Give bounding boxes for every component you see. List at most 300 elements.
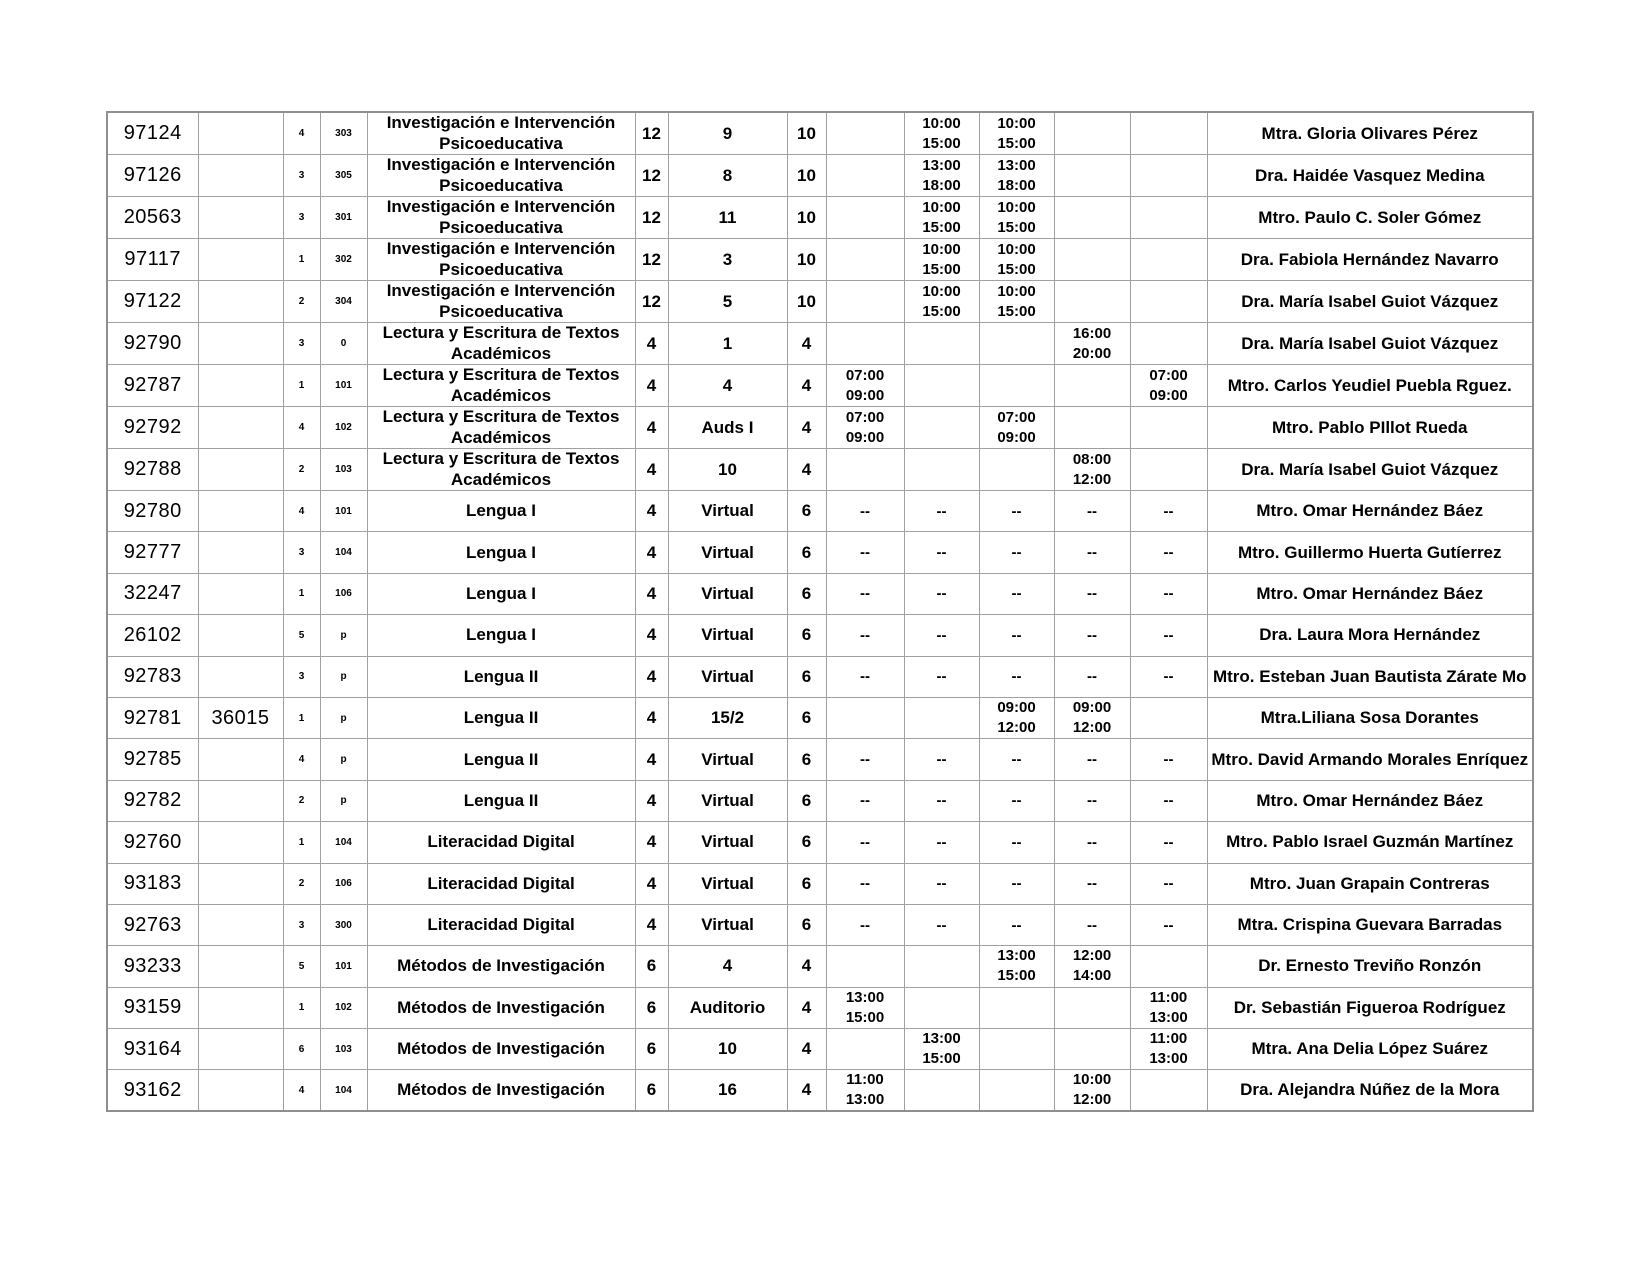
cell-time-day2: -- [904,573,979,614]
cell-course-code: 93233 [107,946,198,987]
cell-section: 3 [283,197,320,239]
cell-course-code: 93162 [107,1070,198,1112]
cell-instructor: Mtra.Liliana Sosa Dorantes [1207,697,1533,738]
cell-credits: 4 [635,697,668,738]
cell-course-code: 97126 [107,155,198,197]
cell-credits: 6 [635,1029,668,1070]
cell-capacity: 10 [787,155,826,197]
cell-group: 102 [320,407,367,449]
cell-time-day4 [1054,449,1130,491]
cell-credits: 12 [635,155,668,197]
cell-course-name [367,780,635,821]
cell-credits: 4 [635,323,668,365]
time-value: 12:00 [997,719,1036,737]
cell-section: 1 [283,697,320,738]
cell-group: p [320,615,367,656]
cell-time-day3: -- [979,615,1054,656]
cell-time-day2: -- [904,863,979,904]
cell-group: 101 [320,946,367,987]
table-row [107,491,1533,532]
course-name-line: Literacidad Digital [427,832,575,852]
cell-course-name [367,112,635,155]
cell-course-code: 97117 [107,239,198,281]
cell-time-day3 [979,365,1054,407]
cell-instructor: Mtro. Guillermo Huerta Gutíerrez [1207,532,1533,573]
table-row [107,739,1533,780]
course-name-line: Lectura y Escritura de Textos [382,407,620,426]
cell-course-name [367,904,635,945]
cell-course-name [367,239,635,281]
cell-time-day4 [1054,365,1130,407]
cell-time-day3: -- [979,532,1054,573]
cell-group: 104 [320,822,367,863]
cell-time-day4: -- [1054,615,1130,656]
time-value: 15:00 [922,1050,961,1068]
cell-room: 1 [668,323,787,365]
cell-course-name [367,697,635,738]
cell-instructor: Mtro. Omar Hernández Báez [1207,573,1533,614]
cell-section: 5 [283,946,320,987]
cell-course-code: 92785 [107,739,198,780]
cell-time-day3 [979,1029,1054,1070]
time-value: 15:00 [997,302,1036,320]
cell-time-day3 [979,449,1054,491]
cell-course-name [367,987,635,1028]
time-value: 10:00 [922,198,961,216]
cell-time-day2: -- [904,491,979,532]
cell-instructor: Dr. Sebastián Figueroa Rodríguez [1207,987,1533,1028]
cell-room: Virtual [668,822,787,863]
course-name-line: Psicoeducativa [439,176,563,195]
cell-room: Virtual [668,780,787,821]
cell-time-day5 [1130,323,1207,365]
cell-capacity: 10 [787,197,826,239]
cell-time-day1 [826,323,904,365]
cell-course-code: 92782 [107,780,198,821]
cell-credits: 12 [635,112,668,155]
cell-room: Virtual [668,739,787,780]
cell-time-day5 [1130,155,1207,197]
cell-time-day5 [1130,697,1207,738]
time-value: 09:00 [997,428,1036,446]
cell-time-day1: -- [826,615,904,656]
table-row [107,239,1533,281]
cell-course-name [367,863,635,904]
cell-time-day2: -- [904,532,979,573]
cell-time-day3: -- [979,491,1054,532]
cell-capacity: 6 [787,615,826,656]
cell-time-day2: -- [904,739,979,780]
cell-section: 3 [283,532,320,573]
time-value: 09:00 [1072,699,1112,717]
cell-course-name [367,615,635,656]
time-value: 13:00 [845,988,885,1006]
cell-secondary-code [198,573,283,614]
cell-section: 3 [283,656,320,697]
cell-time-day5: -- [1130,822,1207,863]
cell-time-day3 [979,407,1054,449]
cell-secondary-code [198,197,283,239]
time-value: 18:00 [997,176,1036,194]
cell-section: 1 [283,987,320,1028]
cell-group: 302 [320,239,367,281]
time-value: 08:00 [1072,450,1112,468]
cell-instructor: Mtro. Pablo Israel Guzmán Martínez [1207,822,1533,863]
cell-time-day1: -- [826,863,904,904]
cell-group: p [320,656,367,697]
cell-course-name [367,449,635,491]
table-row [107,197,1533,239]
cell-instructor: Mtra. Crispina Guevara Barradas [1207,904,1533,945]
cell-time-day5: -- [1130,904,1207,945]
cell-instructor: Mtro. David Armando Morales Enríquez [1207,739,1533,780]
cell-time-day1 [826,112,904,155]
cell-time-day5 [1130,281,1207,323]
cell-time-day2 [904,1029,979,1070]
course-name-line: Literacidad Digital [427,873,575,893]
cell-course-name [367,946,635,987]
cell-time-day5 [1130,946,1207,987]
cell-credits: 4 [635,739,668,780]
cell-instructor: Dra. Laura Mora Hernández [1207,615,1533,656]
cell-time-day4 [1054,239,1130,281]
cell-time-day3: -- [979,863,1054,904]
cell-instructor: Dra. María Isabel Guiot Vázquez [1207,449,1533,491]
cell-instructor: Mtro. Omar Hernández Báez [1207,491,1533,532]
time-value: 20:00 [1072,344,1112,362]
cell-secondary-code [198,1070,283,1112]
cell-capacity: 6 [787,739,826,780]
cell-group: 301 [320,197,367,239]
course-name-line: Lengua I [466,501,536,521]
time-value: 13:00 [922,1030,961,1048]
table-row [107,656,1533,697]
cell-section: 1 [283,573,320,614]
cell-instructor: Dra. Alejandra Núñez de la Mora [1207,1070,1533,1112]
time-value: 09:00 [997,699,1036,717]
cell-time-day3: -- [979,739,1054,780]
cell-course-code: 20563 [107,197,198,239]
cell-room: Virtual [668,532,787,573]
cell-course-name [367,656,635,697]
cell-time-day5: -- [1130,491,1207,532]
cell-room: 3 [668,239,787,281]
cell-time-day1 [826,987,904,1028]
course-name-line: Métodos de Investigación [397,956,605,976]
cell-course-name [367,281,635,323]
cell-time-day1 [826,407,904,449]
cell-time-day3 [979,987,1054,1028]
cell-section: 2 [283,863,320,904]
course-name-line: Académicos [450,470,552,489]
cell-time-day5: -- [1130,780,1207,821]
course-name-line: Lectura y Escritura de Textos [382,365,620,384]
cell-time-day5 [1130,1070,1207,1112]
cell-credits: 4 [635,904,668,945]
cell-course-name [367,532,635,573]
cell-secondary-code [198,112,283,155]
course-name-line: Académicos [450,344,552,363]
table-row [107,573,1533,614]
time-value: 15:00 [922,134,961,152]
cell-instructor: Mtra. Ana Delia López Suárez [1207,1029,1533,1070]
cell-course-name [367,573,635,614]
cell-secondary-code [198,739,283,780]
cell-time-day3: -- [979,573,1054,614]
course-name-line: Lengua II [463,790,539,810]
cell-instructor: Dra. Fabiola Hernández Navarro [1207,239,1533,281]
cell-time-day2 [904,697,979,738]
cell-capacity: 4 [787,365,826,407]
cell-time-day2 [904,239,979,281]
cell-time-day5: -- [1130,573,1207,614]
cell-room: Virtual [668,615,787,656]
table-row [107,822,1533,863]
cell-room: Virtual [668,491,787,532]
time-value: 09:00 [845,386,885,404]
cell-instructor: Mtro. Carlos Yeudiel Puebla Rguez. [1207,365,1533,407]
cell-capacity: 10 [787,281,826,323]
cell-room: 8 [668,155,787,197]
time-value: 13:00 [845,1091,885,1109]
time-value: 13:00 [997,156,1036,174]
course-name-line: Métodos de Investigación [397,1080,605,1100]
cell-instructor: Dra. María Isabel Guiot Vázquez [1207,323,1533,365]
cell-time-day5 [1130,239,1207,281]
cell-time-day3 [979,697,1054,738]
cell-time-day3: -- [979,780,1054,821]
cell-time-day1: -- [826,491,904,532]
table-row [107,112,1533,155]
cell-room: Auds I [668,407,787,449]
table-row [107,1070,1533,1112]
cell-section: 4 [283,739,320,780]
time-value: 10:00 [922,282,961,300]
cell-time-day4: -- [1054,904,1130,945]
cell-credits: 4 [635,365,668,407]
cell-time-day3: -- [979,904,1054,945]
cell-time-day1 [826,946,904,987]
cell-time-day3: -- [979,656,1054,697]
cell-course-name [367,323,635,365]
cell-time-day4: -- [1054,491,1130,532]
course-name-line: Lengua II [463,749,539,769]
time-value: 12:00 [1072,470,1112,488]
cell-secondary-code [198,532,283,573]
cell-course-code: 93164 [107,1029,198,1070]
cell-course-code: 92760 [107,822,198,863]
cell-time-day5: -- [1130,656,1207,697]
cell-instructor: Mtro. Juan Grapain Contreras [1207,863,1533,904]
time-value: 07:00 [845,408,885,426]
cell-group: p [320,780,367,821]
cell-secondary-code [198,656,283,697]
cell-capacity: 4 [787,407,826,449]
course-name-line: Lengua I [466,542,536,562]
cell-time-day4 [1054,281,1130,323]
course-name-line: Lengua I [466,625,536,645]
cell-capacity: 6 [787,573,826,614]
cell-group: 101 [320,491,367,532]
cell-time-day4 [1054,697,1130,738]
course-name-line: Académicos [450,386,552,405]
cell-course-code: 92792 [107,407,198,449]
cell-time-day1 [826,239,904,281]
cell-room: 10 [668,449,787,491]
cell-secondary-code: 36015 [198,697,283,738]
cell-secondary-code [198,449,283,491]
cell-course-code: 92780 [107,491,198,532]
cell-course-name [367,155,635,197]
time-value: 13:00 [1149,1008,1188,1026]
cell-capacity: 6 [787,822,826,863]
cell-capacity: 4 [787,987,826,1028]
table-row [107,532,1533,573]
cell-secondary-code [198,780,283,821]
course-name-line: Psicoeducativa [439,302,563,321]
course-name-line: Métodos de Investigación [397,997,605,1017]
cell-section: 6 [283,1029,320,1070]
table-row [107,863,1533,904]
time-value: 15:00 [845,1008,885,1026]
cell-room: Virtual [668,656,787,697]
cell-capacity: 6 [787,656,826,697]
time-value: 13:00 [997,947,1036,965]
cell-group: 300 [320,904,367,945]
cell-time-day5: -- [1130,532,1207,573]
cell-time-day5 [1130,112,1207,155]
cell-secondary-code [198,407,283,449]
cell-section: 3 [283,155,320,197]
cell-instructor: Dr. Ernesto Treviño Ronzón [1207,946,1533,987]
cell-time-day1 [826,1070,904,1112]
cell-credits: 12 [635,197,668,239]
cell-course-code: 93183 [107,863,198,904]
cell-time-day1 [826,697,904,738]
cell-course-code: 26102 [107,615,198,656]
cell-time-day2 [904,1070,979,1112]
cell-group: 303 [320,112,367,155]
schedule-sheet [106,111,1534,1112]
cell-group: 104 [320,532,367,573]
cell-instructor: Mtro. Pablo PIllot Rueda [1207,407,1533,449]
cell-time-day5: -- [1130,739,1207,780]
cell-credits: 4 [635,407,668,449]
cell-section: 4 [283,1070,320,1112]
cell-secondary-code [198,863,283,904]
cell-capacity: 6 [787,904,826,945]
cell-section: 3 [283,904,320,945]
cell-time-day4 [1054,946,1130,987]
cell-credits: 12 [635,239,668,281]
cell-instructor: Mtro. Paulo C. Soler Gómez [1207,197,1533,239]
cell-capacity: 10 [787,112,826,155]
cell-group: 103 [320,1029,367,1070]
cell-group: 305 [320,155,367,197]
cell-time-day4 [1054,323,1130,365]
course-name-line: Lectura y Escritura de Textos [382,323,620,342]
cell-group: p [320,739,367,780]
table-row [107,323,1533,365]
table-row [107,449,1533,491]
cell-capacity: 6 [787,780,826,821]
course-name-line: Lengua II [463,708,539,728]
cell-time-day4 [1054,112,1130,155]
cell-section: 1 [283,365,320,407]
cell-time-day1: -- [826,904,904,945]
cell-time-day2: -- [904,904,979,945]
table-row [107,946,1533,987]
course-name-line: Investigación e Intervención [386,197,616,216]
cell-time-day3 [979,281,1054,323]
cell-group: p [320,697,367,738]
cell-time-day3 [979,155,1054,197]
cell-secondary-code [198,822,283,863]
cell-group: 101 [320,365,367,407]
time-value: 16:00 [1072,324,1112,342]
cell-course-code: 92777 [107,532,198,573]
cell-secondary-code [198,946,283,987]
cell-secondary-code [198,323,283,365]
cell-time-day1: -- [826,656,904,697]
cell-course-code: 92787 [107,365,198,407]
cell-group: 0 [320,323,367,365]
cell-time-day3 [979,197,1054,239]
time-value: 12:00 [1072,719,1112,737]
cell-credits: 4 [635,491,668,532]
cell-course-name [367,365,635,407]
time-value: 15:00 [997,967,1036,985]
table-row [107,365,1533,407]
cell-time-day5 [1130,365,1207,407]
time-value: 14:00 [1072,967,1112,985]
cell-time-day3 [979,946,1054,987]
cell-course-name [367,1029,635,1070]
time-value: 10:00 [922,240,961,258]
cell-time-day2 [904,449,979,491]
cell-course-code: 92788 [107,449,198,491]
time-value: 10:00 [997,240,1036,258]
course-name-line: Académicos [450,428,552,447]
cell-time-day1 [826,365,904,407]
cell-time-day4 [1054,197,1130,239]
cell-time-day4 [1054,1070,1130,1112]
cell-capacity: 6 [787,863,826,904]
cell-course-code: 97124 [107,112,198,155]
cell-course-code: 92763 [107,904,198,945]
cell-course-code: 93159 [107,987,198,1028]
cell-time-day5 [1130,449,1207,491]
cell-time-day4: -- [1054,573,1130,614]
time-value: 07:00 [845,366,885,384]
cell-section: 4 [283,407,320,449]
cell-capacity: 4 [787,1029,826,1070]
cell-time-day3: -- [979,822,1054,863]
time-value: 10:00 [922,114,961,132]
cell-course-name [367,197,635,239]
course-name-line: Métodos de Investigación [397,1039,605,1059]
cell-time-day1: -- [826,739,904,780]
cell-group: 102 [320,987,367,1028]
cell-time-day1: -- [826,780,904,821]
cell-time-day2 [904,197,979,239]
table-row [107,281,1533,323]
cell-time-day2 [904,365,979,407]
course-name-line: Lengua II [463,666,539,686]
cell-time-day4 [1054,987,1130,1028]
time-value: 15:00 [922,260,961,278]
cell-room: Auditorio [668,987,787,1028]
